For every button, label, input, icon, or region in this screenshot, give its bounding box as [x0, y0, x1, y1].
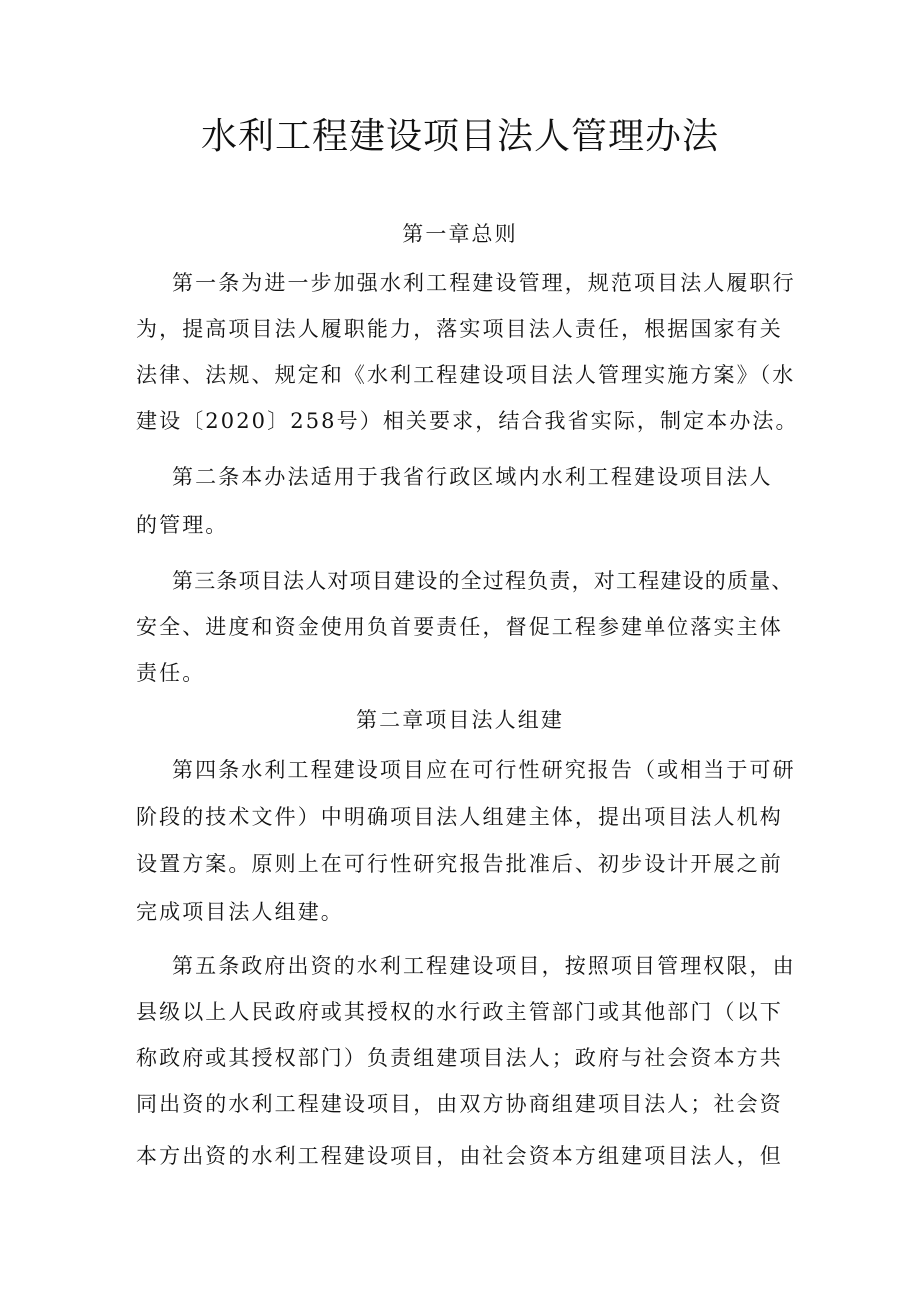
article-2-line-1: 第二条本办法适用于我省行政区域内水利工程建设项目法人	[172, 465, 773, 489]
article-3-line-1: 第三条项目法人对项目建设的全过程负责，对工程建设的质量、	[172, 569, 794, 593]
article-1-line-4: 建设〔2020〕258号）相关要求，结合我省实际，制定本办法。	[136, 409, 799, 433]
chapter-1-heading: 第一章总则	[402, 222, 518, 246]
article-5-line-1: 第五条政府出资的水利工程建设项目，按照项目管理权限，由	[172, 954, 796, 978]
article-3-line-3: 责任。	[136, 661, 206, 685]
article-4-line-2: 阶段的技术文件）中明确项目法人组建主体，提出项目法人机构	[136, 805, 783, 829]
article-4-line-4: 完成项目法人组建。	[136, 900, 344, 924]
article-5-line-5: 本方出资的水利工程建设项目，由社会资本方组建项目法人，但	[136, 1144, 783, 1168]
document-title: 水利工程建设项目法人管理办法	[200, 116, 719, 157]
chapter-2-heading: 第二章项目法人组建	[356, 708, 564, 732]
article-1-line-1: 第一条为进一步加强水利工程建设管理，规范项目法人履职行	[172, 271, 796, 295]
article-2-line-2: 的管理。	[136, 513, 229, 537]
article-1-line-3: 法律、法规、规定和《水利工程建设项目法人管理实施方案》（水	[136, 363, 796, 387]
article-4-line-1: 第四条水利工程建设项目应在可行性研究报告（或相当于可研	[172, 758, 796, 782]
article-5-line-4: 同出资的水利工程建设项目，由双方协商组建项目法人；社会资	[136, 1092, 783, 1116]
article-5-line-3: 称政府或其授权部门）负责组建项目法人；政府与社会资本方共	[136, 1046, 783, 1070]
article-3-line-2: 安全、进度和资金使用负首要责任，督促工程参建单位落实主体	[136, 615, 783, 639]
article-5-line-2: 县级以上人民政府或其授权的水行政主管部门或其他部门（以下	[136, 1000, 783, 1024]
article-1-line-2: 为，提高项目法人履职能力，落实项目法人责任，根据国家有关	[136, 317, 783, 341]
article-4-line-3: 设置方案。原则上在可行性研究报告批准后、初步设计开展之前	[136, 852, 783, 876]
